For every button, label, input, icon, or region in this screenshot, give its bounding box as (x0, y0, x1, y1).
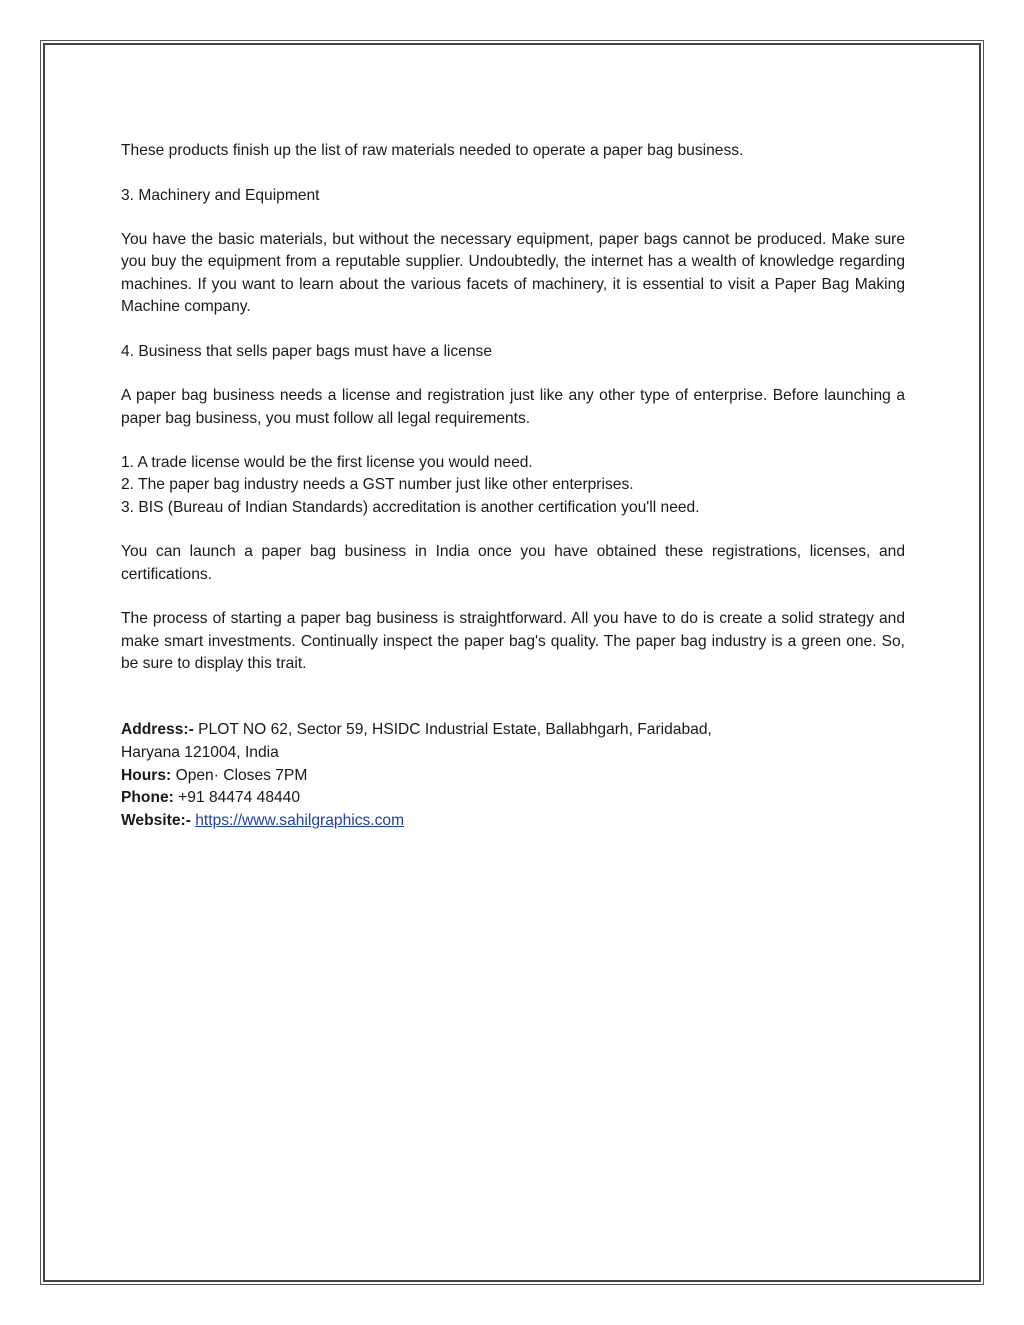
hours-label: Hours: (121, 766, 172, 784)
hours-value: Open· Closes 7PM (171, 766, 308, 784)
intro-paragraph: These products finish up the list of raw materials needed to operate a paper bag business. (121, 142, 744, 159)
list-item: 3. BIS (Bureau of Indian Standards) accreditation is another certification you'll need. (121, 498, 700, 516)
phone-line (121, 787, 905, 810)
section-heading-license: 4. Business that sells paper bags must have a license (121, 342, 492, 360)
document-body (121, 140, 905, 697)
website-line (121, 810, 905, 833)
contact-block (121, 719, 905, 833)
list-item: 2. The paper bag industry needs a GST number just like other enterprises. (121, 476, 634, 494)
website-label: Website:- (121, 812, 191, 830)
license-paragraph: A paper bag business needs a license and registration just like any other type of enterprise. Before launching a paper bag business, you must follow all legal requirements. (121, 387, 905, 427)
launch-paragraph: You can launch a paper bag business in India once you have obtained these registrations, licenses, and certifications. (121, 543, 905, 583)
phone-label: Phone: (121, 789, 174, 807)
license-list (121, 452, 905, 519)
address-line (121, 719, 905, 742)
address-value: PLOT NO 62, Sector 59, HSIDC Industrial Estate, Ballabhgarh, Faridabad, (193, 721, 712, 738)
address-label: Address:- (121, 721, 194, 738)
list-item: 1. A trade license would be the first license you would need. (121, 454, 533, 472)
conclusion-paragraph: The process of starting a paper bag business is straightforward. All you have to do is create a solid strategy and make smart investments. Continually inspect the paper bag's quality. The paper bag industry is a green one. So, be sure to display this trait. (121, 610, 905, 672)
phone-value: +91 84474 48440 (173, 789, 301, 807)
machinery-paragraph: You have the basic materials, but without the necessary equipment, paper bags cannot be produced. Make sure you buy the equipment from a reputable supplier. Undoubtedly, the internet has a wealth of knowledge regarding machines. If you want to learn about the various facets of machinery, it is essential to visit a Paper Bag Making Machine company. (121, 231, 905, 316)
hours-line (121, 765, 905, 788)
section-heading-machinery: 3. Machinery and Equipment (121, 186, 320, 204)
address-line-2: Haryana 121004, India (121, 743, 279, 761)
website-link[interactable]: https://www.sahilgraphics.com (195, 812, 405, 830)
